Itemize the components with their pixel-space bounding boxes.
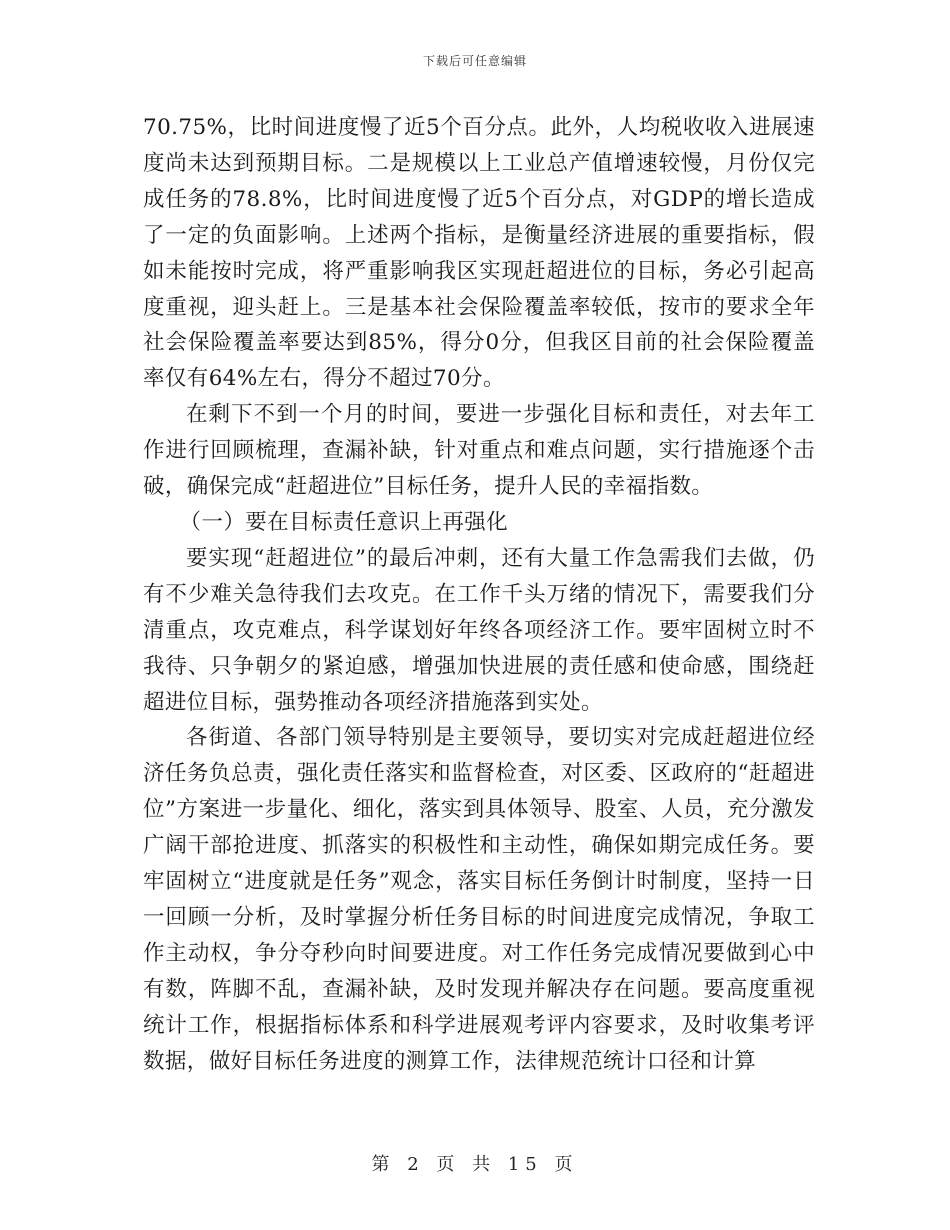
page-footer: 第 2 页 共 15 页 xyxy=(371,1154,579,1175)
document-body xyxy=(143,110,815,1079)
paragraph-continued: 70.75%，比时间进度慢了近5个百分点。此外，人均税收收入进展速度尚未达到预期目标。二是规模以上工业总产值增速较慢，月份仅完成任务的78.8%，比时间进度慢了近5个百分点，对GDP的增长造成了一定的负面影响。上述两个指标，是衡量经济进展的重要指标，假如未能按时完成，将严重影响我区实现赶超进位的目标，务必引起高度重视，迎头赶上。三是基本社会保险覆盖率较低，按市的要求全年社会保险覆盖率要达到85%，得分0分，但我区目前的社会保险覆盖率仅有64%左右，得分不超过70分。 xyxy=(143,115,815,392)
page-header: 下载后可任意编辑 xyxy=(422,54,527,68)
section-heading: （一）要在目标责任意识上再强化 xyxy=(179,509,509,535)
paragraph: 各街道、各部门领导特别是主要领导，要切实对完成赶超进位经济任务负总责，强化责任落实和监督检查，对区委、区政府的“赶超进位”方案进一步量化、细化，落实到具体领导、股室、人员，充分激发广阔干部抢进度、抓落实的积极性和主动性，确保如期完成任务。要牢固树立“进度就是任务”观念，落实目标任务倒计时制度，坚持一日一回顾一分析，及时掌握分析任务目标的时间进度完成情况，争取工作主动权，争分夺秒向时间要进度。对工作任务完成情况要做到心中有数，阵脚不乱，查漏补缺，及时发现并解决存在问题。要高度重视统计工作，根据指标体系和科学进展观考评内容要求，及时收集考评数据，做好目标任务进度的测算工作，法律规范统计口径和计算 xyxy=(143,725,815,1074)
paragraph: 在剩下不到一个月的时间，要进一步强化目标和责任，对去年工作进行回顾梳理，查漏补缺，针对重点和难点问题，实行措施逐个击破，确保完成“赶超进位”目标任务，提升人民的幸福指数。 xyxy=(143,402,815,500)
paragraph: 要实现“赶超进位”的最后冲刺，还有大量工作急需我们去做，仍有不少难关急待我们去攻克。在工作千头万绪的情况下，需要我们分清重点，攻克难点，科学谋划好年终各项经济工作。要牢固树立时不我待、只争朝夕的紧迫感，增强加快进展的责任感和使命感，围绕赶超进位目标，强势推动各项经济措施落到实处。 xyxy=(143,545,815,715)
